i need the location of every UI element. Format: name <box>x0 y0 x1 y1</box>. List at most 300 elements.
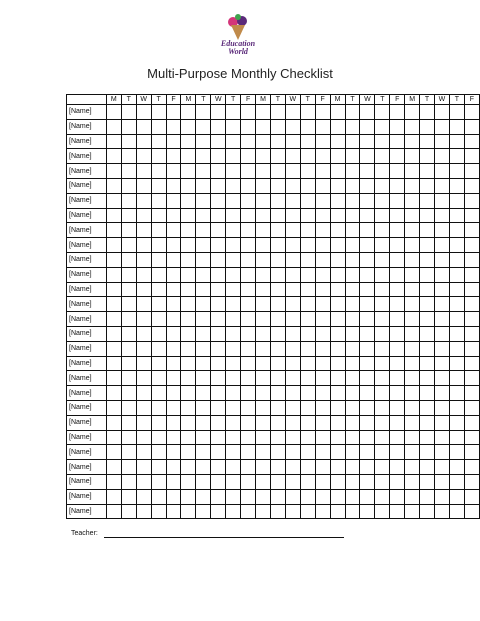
check-cell[interactable] <box>435 341 450 356</box>
check-cell[interactable] <box>226 208 241 223</box>
check-cell[interactable] <box>226 238 241 253</box>
check-cell[interactable] <box>211 134 226 149</box>
check-cell[interactable] <box>256 400 271 415</box>
check-cell[interactable] <box>211 326 226 341</box>
check-cell[interactable] <box>345 297 360 312</box>
check-cell[interactable] <box>121 297 136 312</box>
check-cell[interactable] <box>241 297 256 312</box>
check-cell[interactable] <box>106 282 121 297</box>
check-cell[interactable] <box>121 312 136 327</box>
check-cell[interactable] <box>315 341 330 356</box>
check-cell[interactable] <box>211 178 226 193</box>
check-cell[interactable] <box>315 460 330 475</box>
check-cell[interactable] <box>360 252 375 267</box>
check-cell[interactable] <box>285 134 300 149</box>
check-cell[interactable] <box>196 223 211 238</box>
check-cell[interactable] <box>166 267 181 282</box>
check-cell[interactable] <box>121 341 136 356</box>
check-cell[interactable] <box>405 282 420 297</box>
check-cell[interactable] <box>315 356 330 371</box>
check-cell[interactable] <box>449 312 464 327</box>
check-cell[interactable] <box>181 149 196 164</box>
check-cell[interactable] <box>360 386 375 401</box>
check-cell[interactable] <box>464 445 479 460</box>
check-cell[interactable] <box>449 460 464 475</box>
check-cell[interactable] <box>270 326 285 341</box>
check-cell[interactable] <box>360 400 375 415</box>
check-cell[interactable] <box>420 238 435 253</box>
check-cell[interactable] <box>196 371 211 386</box>
check-cell[interactable] <box>449 178 464 193</box>
check-cell[interactable] <box>375 223 390 238</box>
check-cell[interactable] <box>151 445 166 460</box>
check-cell[interactable] <box>181 430 196 445</box>
check-cell[interactable] <box>345 371 360 386</box>
check-cell[interactable] <box>330 238 345 253</box>
check-cell[interactable] <box>315 312 330 327</box>
check-cell[interactable] <box>375 282 390 297</box>
check-cell[interactable] <box>211 208 226 223</box>
check-cell[interactable] <box>241 445 256 460</box>
check-cell[interactable] <box>420 474 435 489</box>
check-cell[interactable] <box>435 312 450 327</box>
check-cell[interactable] <box>464 164 479 179</box>
check-cell[interactable] <box>315 297 330 312</box>
check-cell[interactable] <box>315 164 330 179</box>
check-cell[interactable] <box>136 208 151 223</box>
check-cell[interactable] <box>270 371 285 386</box>
check-cell[interactable] <box>330 460 345 475</box>
check-cell[interactable] <box>345 460 360 475</box>
check-cell[interactable] <box>464 415 479 430</box>
check-cell[interactable] <box>464 297 479 312</box>
check-cell[interactable] <box>181 164 196 179</box>
check-cell[interactable] <box>151 430 166 445</box>
check-cell[interactable] <box>241 252 256 267</box>
check-cell[interactable] <box>241 386 256 401</box>
check-cell[interactable] <box>390 297 405 312</box>
check-cell[interactable] <box>449 415 464 430</box>
check-cell[interactable] <box>435 504 450 519</box>
check-cell[interactable] <box>106 238 121 253</box>
check-cell[interactable] <box>285 460 300 475</box>
check-cell[interactable] <box>241 134 256 149</box>
check-cell[interactable] <box>360 105 375 120</box>
check-cell[interactable] <box>405 119 420 134</box>
check-cell[interactable] <box>106 267 121 282</box>
check-cell[interactable] <box>405 105 420 120</box>
check-cell[interactable] <box>166 386 181 401</box>
check-cell[interactable] <box>121 164 136 179</box>
check-cell[interactable] <box>390 474 405 489</box>
check-cell[interactable] <box>181 119 196 134</box>
check-cell[interactable] <box>345 386 360 401</box>
check-cell[interactable] <box>256 312 271 327</box>
check-cell[interactable] <box>420 134 435 149</box>
check-cell[interactable] <box>196 504 211 519</box>
check-cell[interactable] <box>300 282 315 297</box>
check-cell[interactable] <box>136 400 151 415</box>
check-cell[interactable] <box>121 504 136 519</box>
check-cell[interactable] <box>449 267 464 282</box>
check-cell[interactable] <box>151 489 166 504</box>
check-cell[interactable] <box>151 356 166 371</box>
check-cell[interactable] <box>256 282 271 297</box>
check-cell[interactable] <box>285 489 300 504</box>
check-cell[interactable] <box>181 282 196 297</box>
check-cell[interactable] <box>256 119 271 134</box>
check-cell[interactable] <box>196 193 211 208</box>
check-cell[interactable] <box>435 460 450 475</box>
check-cell[interactable] <box>345 149 360 164</box>
check-cell[interactable] <box>285 238 300 253</box>
check-cell[interactable] <box>211 386 226 401</box>
check-cell[interactable] <box>226 297 241 312</box>
check-cell[interactable] <box>256 474 271 489</box>
check-cell[interactable] <box>151 238 166 253</box>
check-cell[interactable] <box>315 134 330 149</box>
check-cell[interactable] <box>241 504 256 519</box>
check-cell[interactable] <box>435 238 450 253</box>
check-cell[interactable] <box>166 445 181 460</box>
check-cell[interactable] <box>300 460 315 475</box>
check-cell[interactable] <box>226 105 241 120</box>
check-cell[interactable] <box>151 460 166 475</box>
check-cell[interactable] <box>420 208 435 223</box>
check-cell[interactable] <box>345 341 360 356</box>
check-cell[interactable] <box>464 400 479 415</box>
check-cell[interactable] <box>241 356 256 371</box>
check-cell[interactable] <box>285 149 300 164</box>
check-cell[interactable] <box>226 474 241 489</box>
check-cell[interactable] <box>136 267 151 282</box>
check-cell[interactable] <box>435 119 450 134</box>
check-cell[interactable] <box>345 504 360 519</box>
check-cell[interactable] <box>226 193 241 208</box>
check-cell[interactable] <box>211 164 226 179</box>
check-cell[interactable] <box>449 223 464 238</box>
check-cell[interactable] <box>330 223 345 238</box>
check-cell[interactable] <box>285 164 300 179</box>
check-cell[interactable] <box>375 341 390 356</box>
check-cell[interactable] <box>345 489 360 504</box>
check-cell[interactable] <box>136 282 151 297</box>
check-cell[interactable] <box>181 415 196 430</box>
check-cell[interactable] <box>449 282 464 297</box>
check-cell[interactable] <box>121 415 136 430</box>
check-cell[interactable] <box>181 386 196 401</box>
check-cell[interactable] <box>390 105 405 120</box>
check-cell[interactable] <box>285 312 300 327</box>
check-cell[interactable] <box>270 105 285 120</box>
check-cell[interactable] <box>420 400 435 415</box>
check-cell[interactable] <box>464 238 479 253</box>
check-cell[interactable] <box>405 252 420 267</box>
check-cell[interactable] <box>405 489 420 504</box>
check-cell[interactable] <box>181 134 196 149</box>
check-cell[interactable] <box>256 164 271 179</box>
check-cell[interactable] <box>435 223 450 238</box>
check-cell[interactable] <box>196 386 211 401</box>
check-cell[interactable] <box>121 119 136 134</box>
check-cell[interactable] <box>360 149 375 164</box>
check-cell[interactable] <box>151 267 166 282</box>
check-cell[interactable] <box>330 252 345 267</box>
check-cell[interactable] <box>330 193 345 208</box>
check-cell[interactable] <box>256 208 271 223</box>
check-cell[interactable] <box>256 430 271 445</box>
check-cell[interactable] <box>166 282 181 297</box>
check-cell[interactable] <box>420 164 435 179</box>
check-cell[interactable] <box>181 105 196 120</box>
check-cell[interactable] <box>330 504 345 519</box>
check-cell[interactable] <box>285 445 300 460</box>
check-cell[interactable] <box>420 267 435 282</box>
check-cell[interactable] <box>300 474 315 489</box>
check-cell[interactable] <box>315 105 330 120</box>
check-cell[interactable] <box>121 400 136 415</box>
check-cell[interactable] <box>464 208 479 223</box>
check-cell[interactable] <box>106 119 121 134</box>
check-cell[interactable] <box>226 460 241 475</box>
check-cell[interactable] <box>375 386 390 401</box>
check-cell[interactable] <box>196 208 211 223</box>
check-cell[interactable] <box>270 341 285 356</box>
check-cell[interactable] <box>136 326 151 341</box>
check-cell[interactable] <box>405 208 420 223</box>
check-cell[interactable] <box>375 267 390 282</box>
check-cell[interactable] <box>405 474 420 489</box>
check-cell[interactable] <box>121 134 136 149</box>
check-cell[interactable] <box>151 252 166 267</box>
check-cell[interactable] <box>121 238 136 253</box>
check-cell[interactable] <box>390 282 405 297</box>
check-cell[interactable] <box>360 119 375 134</box>
check-cell[interactable] <box>285 267 300 282</box>
check-cell[interactable] <box>166 223 181 238</box>
check-cell[interactable] <box>166 474 181 489</box>
check-cell[interactable] <box>241 474 256 489</box>
check-cell[interactable] <box>241 282 256 297</box>
check-cell[interactable] <box>315 430 330 445</box>
check-cell[interactable] <box>435 415 450 430</box>
check-cell[interactable] <box>121 474 136 489</box>
check-cell[interactable] <box>449 238 464 253</box>
check-cell[interactable] <box>151 119 166 134</box>
check-cell[interactable] <box>375 430 390 445</box>
check-cell[interactable] <box>375 504 390 519</box>
check-cell[interactable] <box>196 134 211 149</box>
check-cell[interactable] <box>285 341 300 356</box>
check-cell[interactable] <box>345 474 360 489</box>
check-cell[interactable] <box>315 474 330 489</box>
check-cell[interactable] <box>300 356 315 371</box>
check-cell[interactable] <box>449 119 464 134</box>
check-cell[interactable] <box>420 178 435 193</box>
check-cell[interactable] <box>449 105 464 120</box>
check-cell[interactable] <box>181 223 196 238</box>
check-cell[interactable] <box>435 474 450 489</box>
check-cell[interactable] <box>196 356 211 371</box>
check-cell[interactable] <box>449 208 464 223</box>
check-cell[interactable] <box>166 415 181 430</box>
check-cell[interactable] <box>181 460 196 475</box>
check-cell[interactable] <box>136 164 151 179</box>
check-cell[interactable] <box>136 356 151 371</box>
check-cell[interactable] <box>151 297 166 312</box>
check-cell[interactable] <box>345 134 360 149</box>
check-cell[interactable] <box>345 267 360 282</box>
check-cell[interactable] <box>375 178 390 193</box>
check-cell[interactable] <box>196 267 211 282</box>
check-cell[interactable] <box>226 326 241 341</box>
check-cell[interactable] <box>449 297 464 312</box>
check-cell[interactable] <box>211 238 226 253</box>
check-cell[interactable] <box>151 386 166 401</box>
check-cell[interactable] <box>375 149 390 164</box>
check-cell[interactable] <box>449 134 464 149</box>
check-cell[interactable] <box>106 105 121 120</box>
check-cell[interactable] <box>375 356 390 371</box>
check-cell[interactable] <box>300 415 315 430</box>
check-cell[interactable] <box>181 341 196 356</box>
check-cell[interactable] <box>464 149 479 164</box>
check-cell[interactable] <box>420 252 435 267</box>
check-cell[interactable] <box>449 164 464 179</box>
check-cell[interactable] <box>226 282 241 297</box>
check-cell[interactable] <box>256 356 271 371</box>
check-cell[interactable] <box>390 267 405 282</box>
check-cell[interactable] <box>181 193 196 208</box>
check-cell[interactable] <box>420 356 435 371</box>
check-cell[interactable] <box>390 460 405 475</box>
check-cell[interactable] <box>136 178 151 193</box>
check-cell[interactable] <box>166 105 181 120</box>
check-cell[interactable] <box>315 386 330 401</box>
check-cell[interactable] <box>300 371 315 386</box>
check-cell[interactable] <box>226 149 241 164</box>
check-cell[interactable] <box>435 178 450 193</box>
check-cell[interactable] <box>136 252 151 267</box>
check-cell[interactable] <box>375 164 390 179</box>
check-cell[interactable] <box>181 474 196 489</box>
check-cell[interactable] <box>226 312 241 327</box>
check-cell[interactable] <box>151 415 166 430</box>
check-cell[interactable] <box>405 371 420 386</box>
check-cell[interactable] <box>226 489 241 504</box>
check-cell[interactable] <box>330 149 345 164</box>
check-cell[interactable] <box>330 164 345 179</box>
check-cell[interactable] <box>166 430 181 445</box>
check-cell[interactable] <box>181 238 196 253</box>
check-cell[interactable] <box>226 267 241 282</box>
check-cell[interactable] <box>256 326 271 341</box>
check-cell[interactable] <box>196 415 211 430</box>
check-cell[interactable] <box>196 489 211 504</box>
check-cell[interactable] <box>405 223 420 238</box>
check-cell[interactable] <box>256 489 271 504</box>
check-cell[interactable] <box>136 149 151 164</box>
check-cell[interactable] <box>360 134 375 149</box>
check-cell[interactable] <box>345 208 360 223</box>
check-cell[interactable] <box>345 164 360 179</box>
check-cell[interactable] <box>420 312 435 327</box>
check-cell[interactable] <box>420 341 435 356</box>
check-cell[interactable] <box>330 474 345 489</box>
check-cell[interactable] <box>226 252 241 267</box>
check-cell[interactable] <box>256 386 271 401</box>
check-cell[interactable] <box>420 489 435 504</box>
check-cell[interactable] <box>464 386 479 401</box>
check-cell[interactable] <box>226 386 241 401</box>
check-cell[interactable] <box>420 386 435 401</box>
check-cell[interactable] <box>121 267 136 282</box>
check-cell[interactable] <box>390 504 405 519</box>
check-cell[interactable] <box>270 460 285 475</box>
check-cell[interactable] <box>405 178 420 193</box>
check-cell[interactable] <box>330 312 345 327</box>
check-cell[interactable] <box>435 430 450 445</box>
check-cell[interactable] <box>464 252 479 267</box>
check-cell[interactable] <box>285 415 300 430</box>
check-cell[interactable] <box>226 164 241 179</box>
check-cell[interactable] <box>285 119 300 134</box>
check-cell[interactable] <box>330 297 345 312</box>
check-cell[interactable] <box>151 341 166 356</box>
check-cell[interactable] <box>166 119 181 134</box>
check-cell[interactable] <box>196 149 211 164</box>
check-cell[interactable] <box>136 223 151 238</box>
check-cell[interactable] <box>270 149 285 164</box>
check-cell[interactable] <box>300 208 315 223</box>
check-cell[interactable] <box>435 371 450 386</box>
check-cell[interactable] <box>405 267 420 282</box>
check-cell[interactable] <box>464 119 479 134</box>
check-cell[interactable] <box>241 149 256 164</box>
check-cell[interactable] <box>196 460 211 475</box>
check-cell[interactable] <box>420 371 435 386</box>
check-cell[interactable] <box>405 386 420 401</box>
check-cell[interactable] <box>226 119 241 134</box>
check-cell[interactable] <box>330 415 345 430</box>
check-cell[interactable] <box>345 415 360 430</box>
check-cell[interactable] <box>166 178 181 193</box>
check-cell[interactable] <box>360 223 375 238</box>
check-cell[interactable] <box>211 356 226 371</box>
check-cell[interactable] <box>166 356 181 371</box>
check-cell[interactable] <box>435 400 450 415</box>
check-cell[interactable] <box>211 460 226 475</box>
check-cell[interactable] <box>435 134 450 149</box>
check-cell[interactable] <box>270 193 285 208</box>
check-cell[interactable] <box>136 312 151 327</box>
check-cell[interactable] <box>375 400 390 415</box>
check-cell[interactable] <box>121 252 136 267</box>
check-cell[interactable] <box>121 386 136 401</box>
check-cell[interactable] <box>360 415 375 430</box>
check-cell[interactable] <box>360 267 375 282</box>
check-cell[interactable] <box>375 119 390 134</box>
check-cell[interactable] <box>166 460 181 475</box>
check-cell[interactable] <box>181 312 196 327</box>
check-cell[interactable] <box>211 149 226 164</box>
check-cell[interactable] <box>435 326 450 341</box>
check-cell[interactable] <box>390 400 405 415</box>
check-cell[interactable] <box>285 178 300 193</box>
check-cell[interactable] <box>405 341 420 356</box>
check-cell[interactable] <box>196 474 211 489</box>
check-cell[interactable] <box>211 504 226 519</box>
